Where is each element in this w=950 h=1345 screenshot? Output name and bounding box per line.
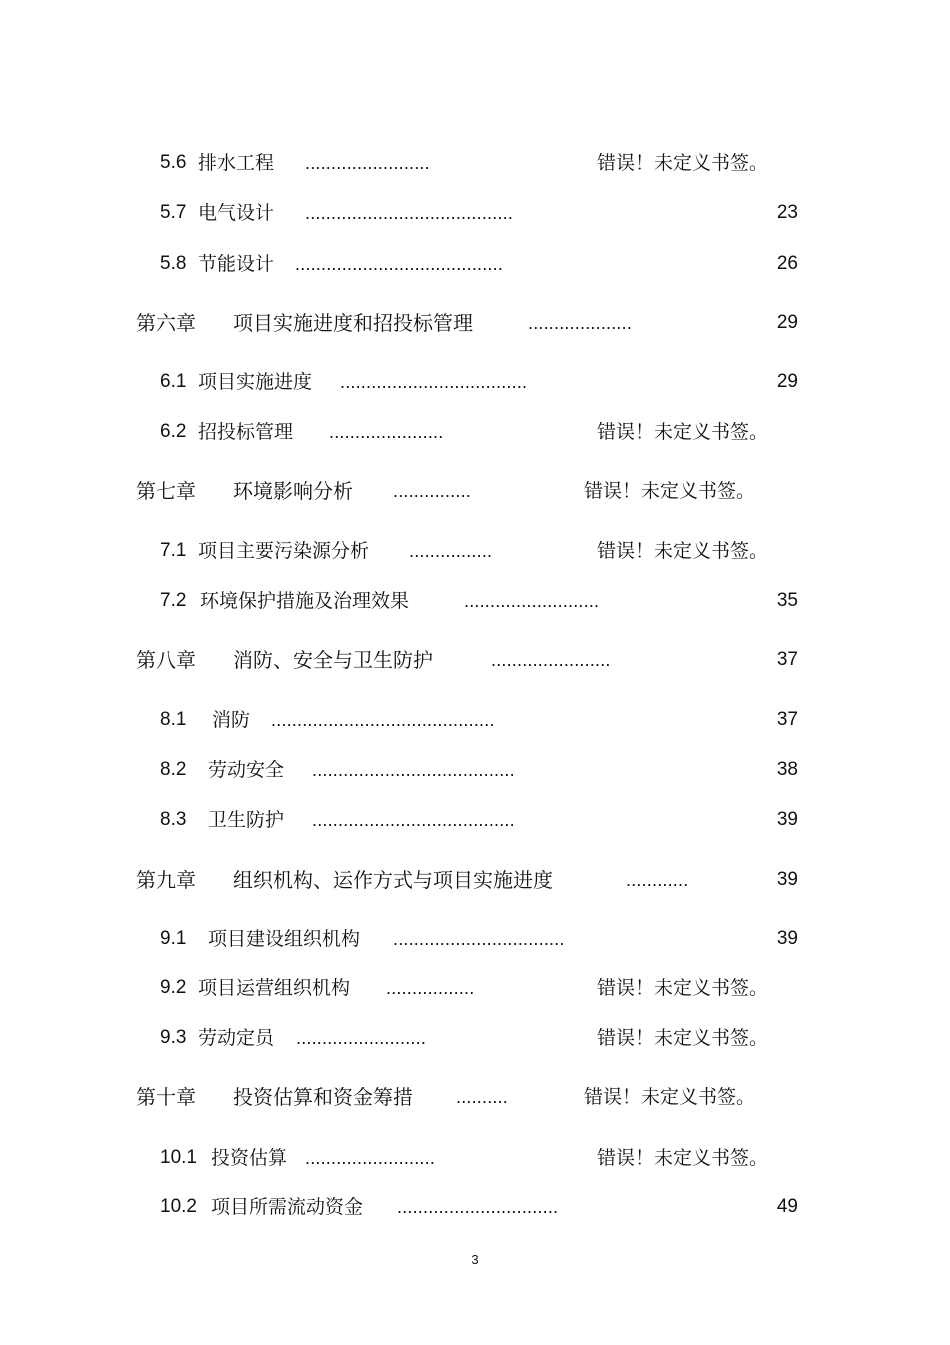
- toc-page: 37: [776, 649, 798, 670]
- toc-number: 9.2: [160, 977, 187, 998]
- toc-chapter-label: 第九章: [136, 868, 196, 892]
- toc-page: 38: [776, 759, 798, 780]
- toc-leader: ....................: [528, 313, 633, 333]
- toc-title: 招投标管理: [198, 421, 294, 443]
- toc-page-error: 错误！未定义书签。: [584, 480, 756, 502]
- toc-leader: .........................: [305, 1148, 436, 1168]
- toc-number: 10.2: [160, 1196, 197, 1217]
- toc-leader: ......................: [329, 422, 444, 442]
- toc-entry-9-2[interactable]: [0, 973, 950, 1003]
- toc-leader: .........................: [296, 1028, 427, 1048]
- toc-leader: .......................................: [312, 760, 515, 780]
- toc-title: 劳动安全: [208, 759, 285, 781]
- toc-entry-10-1[interactable]: [0, 1143, 950, 1173]
- toc-chapter-7[interactable]: [0, 476, 950, 506]
- toc-chapter-6[interactable]: [0, 308, 950, 338]
- toc-page: 39: [776, 928, 798, 949]
- toc-page-error: 错误！未定义书签。: [597, 421, 769, 443]
- toc-title: 消防: [212, 709, 251, 731]
- toc-leader: .......................................: [312, 810, 515, 830]
- toc-entry-8-2[interactable]: [0, 755, 950, 785]
- toc-entry-6-2[interactable]: [0, 417, 950, 447]
- toc-chapter-label: 第六章: [136, 311, 196, 335]
- toc-page-error: 错误！未定义书签。: [584, 1086, 756, 1108]
- toc-entry-9-1[interactable]: [0, 924, 950, 954]
- toc-title: 项目实施进度: [198, 371, 313, 393]
- toc-title: 电气设计: [198, 202, 275, 224]
- page-number: 3: [471, 1252, 479, 1267]
- toc-number: 10.1: [160, 1147, 197, 1168]
- toc-page-error: 错误！未定义书签。: [597, 1027, 769, 1049]
- toc-page-error: 错误！未定义书签。: [597, 977, 769, 999]
- toc-number: 6.1: [160, 371, 187, 392]
- toc-title: 环境保护措施及治理效果: [200, 590, 410, 612]
- toc-page: 35: [776, 590, 798, 611]
- toc-leader: .......................: [491, 650, 611, 670]
- toc-page: 37: [776, 709, 798, 730]
- toc-leader: ...........................................: [271, 710, 495, 730]
- toc-leader: ........................................: [295, 254, 504, 274]
- toc-page: 39: [776, 869, 798, 890]
- toc-number: 7.2: [160, 590, 187, 611]
- toc-number: 5.6: [160, 152, 187, 173]
- toc-number: 8.3: [160, 809, 187, 830]
- toc-entry-9-3[interactable]: [0, 1023, 950, 1053]
- toc-title: 项目建设组织机构: [208, 928, 361, 950]
- toc-page-error: 错误！未定义书签。: [597, 540, 769, 562]
- toc-leader: ..........................: [464, 591, 600, 611]
- toc-chapter-label: 第十章: [136, 1085, 196, 1109]
- toc-page: 26: [776, 253, 798, 274]
- toc-title: 卫生防护: [208, 809, 285, 831]
- toc-entry-7-2[interactable]: [0, 586, 950, 616]
- toc-title: 投资估算和资金筹措: [233, 1085, 413, 1109]
- toc-title: 组织机构、运作方式与项目实施进度: [233, 868, 553, 892]
- toc-title: 排水工程: [198, 152, 275, 174]
- toc-title: 项目实施进度和招投标管理: [233, 311, 473, 335]
- toc-entry-10-2[interactable]: [0, 1192, 950, 1222]
- toc-chapter-label: 第七章: [136, 479, 196, 503]
- toc-chapter-8[interactable]: [0, 645, 950, 675]
- toc-chapter-10[interactable]: [0, 1082, 950, 1112]
- toc-leader: ............: [626, 870, 689, 890]
- toc-number: 6.2: [160, 421, 187, 442]
- toc-title: 环境影响分析: [233, 479, 353, 503]
- toc-number: 9.1: [160, 928, 187, 949]
- toc-title: 投资估算: [211, 1147, 288, 1169]
- toc-entry-8-1[interactable]: [0, 705, 950, 735]
- toc-page-error: 错误！未定义书签。: [597, 1147, 769, 1169]
- toc-title: 项目所需流动资金: [211, 1196, 364, 1218]
- toc-chapter-label: 第八章: [136, 648, 196, 672]
- toc-title: 项目主要污染源分析: [198, 540, 370, 562]
- toc-title: 项目运营组织机构: [198, 977, 351, 999]
- toc-leader: .................: [386, 978, 475, 998]
- toc-number: 7.1: [160, 540, 187, 561]
- toc-title: 节能设计: [198, 253, 275, 275]
- toc-leader: ........................................: [305, 203, 514, 223]
- toc-leader: ..........: [456, 1087, 509, 1107]
- toc-page: 29: [776, 371, 798, 392]
- toc-page: 39: [776, 809, 798, 830]
- toc-entry-7-1[interactable]: [0, 536, 950, 566]
- toc-leader: ...............................: [397, 1197, 559, 1217]
- toc-chapter-9[interactable]: [0, 865, 950, 895]
- toc-number: 9.3: [160, 1027, 187, 1048]
- toc-page-error: 错误！未定义书签。: [597, 152, 769, 174]
- toc-page: 29: [776, 312, 798, 333]
- toc-entry-8-3[interactable]: [0, 805, 950, 835]
- toc-number: 8.2: [160, 759, 187, 780]
- toc-entry-5-8[interactable]: [0, 249, 950, 279]
- toc-page: 49: [776, 1196, 798, 1217]
- toc-title: 劳动定员: [198, 1027, 275, 1049]
- toc-number: 8.1: [160, 709, 187, 730]
- toc-title: 消防、安全与卫生防护: [233, 648, 433, 672]
- toc-number: 5.8: [160, 253, 187, 274]
- toc-leader: .................................: [393, 929, 565, 949]
- toc-leader: ....................................: [340, 372, 528, 392]
- toc-entry-5-7[interactable]: [0, 198, 950, 228]
- toc-number: 5.7: [160, 202, 187, 223]
- toc-leader: ................: [409, 541, 493, 561]
- toc-entry-5-6[interactable]: [0, 148, 950, 178]
- toc-leader: ...............: [393, 481, 472, 501]
- toc-entry-6-1[interactable]: [0, 367, 950, 397]
- toc-leader: ........................: [305, 153, 430, 173]
- toc-page: 23: [776, 202, 798, 223]
